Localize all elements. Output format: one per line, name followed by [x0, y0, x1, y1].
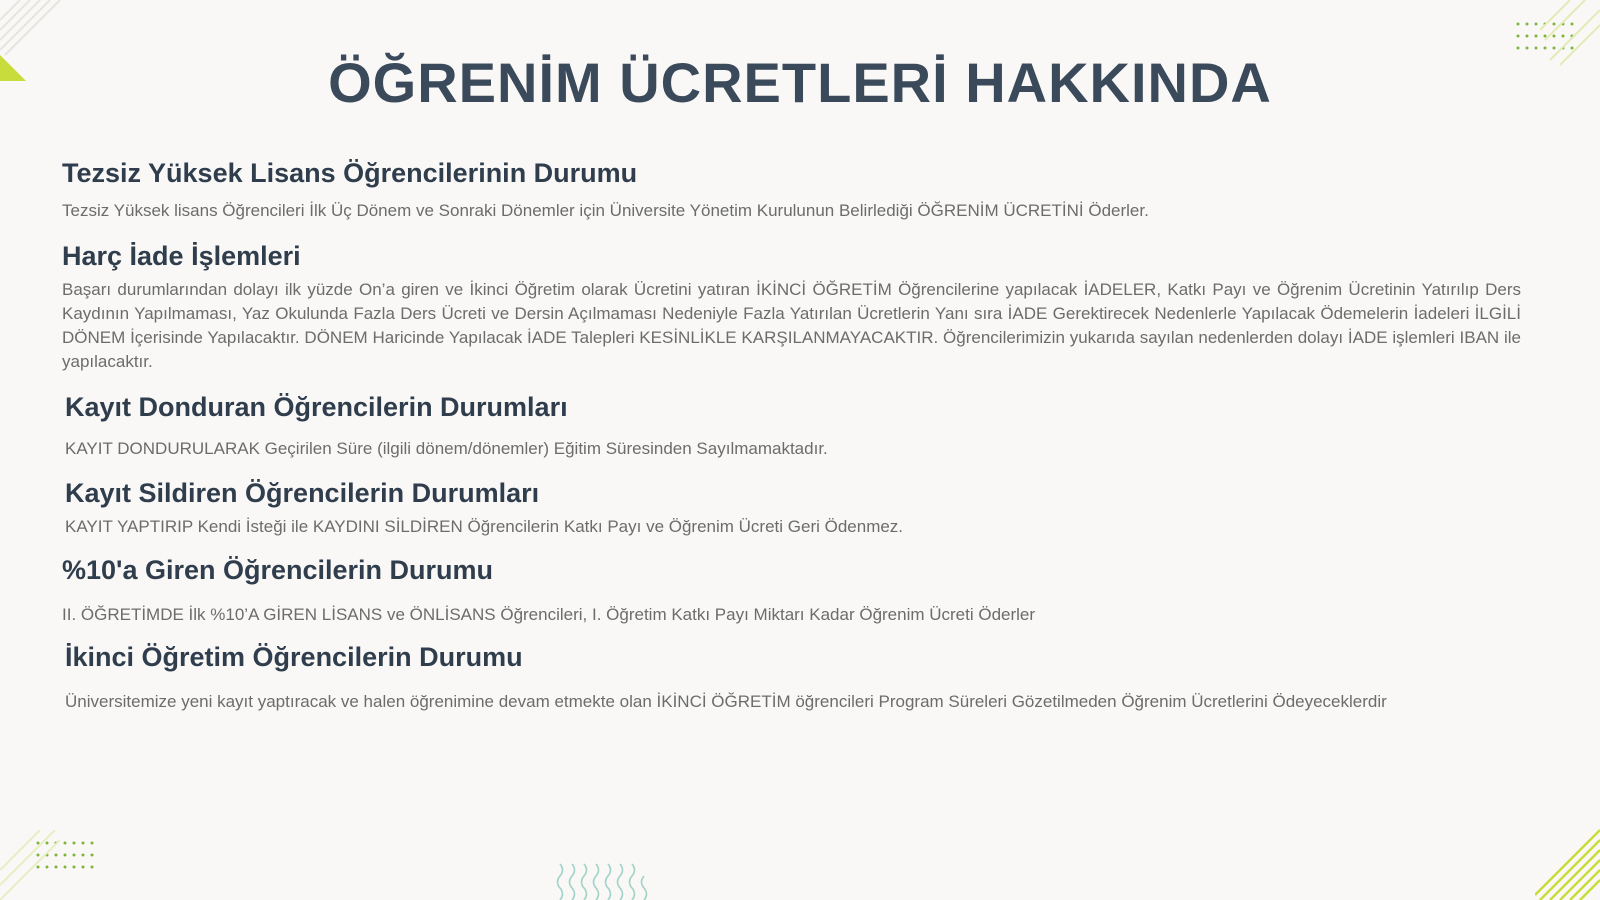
- section-body: II. ÖĞRETİMDE İlk %10’A GİREN LİSANS ve ÖNLİSANS Öğrencileri, I. Öğretim Katkı Payı Miktarı Kadar Öğrenim Ücreti Öderler: [62, 605, 1036, 624]
- stripe-pattern-bottom-left: [0, 830, 60, 900]
- section-harc-iade: [62, 239, 1521, 374]
- section-ikinci-ogretim: [65, 640, 1521, 714]
- wave-pattern-icon: [555, 855, 650, 900]
- stripe-pattern-bottom-right: [1535, 825, 1600, 900]
- section-heading: Kayıt Donduran Öğrencilerin Durumları: [65, 392, 568, 422]
- section-kayit-sildiren: [65, 476, 1521, 539]
- section-body: Tezsiz Yüksek lisans Öğrencileri İlk Üç Dönem ve Sonraki Dönemler için Üniversite Yönetim Kurulunun Belirlediği ÖĞRENİM ÜCRETİNİ Öderler.: [62, 201, 1149, 220]
- section-kayit-donduran: [65, 390, 1521, 461]
- section-heading: Tezsiz Yüksek Lisans Öğrencilerinin Durumu: [62, 158, 638, 188]
- page-title: ÖĞRENİM ÜCRETLERİ HAKKINDA: [328, 51, 1272, 114]
- section-body: KAYIT YAPTIRIP Kendi İsteği ile KAYDINI SİLDİREN Öğrencilerin Katkı Payı ve Öğrenim Ücreti Geri Ödenmez.: [65, 517, 904, 536]
- section-heading: %10'a Giren Öğrencilerin Durumu: [62, 555, 494, 585]
- section-body: Başarı durumlarından dolayı ilk yüzde On’a giren ve İkinci Öğretim olarak Ücretini yatıran İKİNCİ ÖĞRETİM Öğrencilerine yapılacak İADELER, Katkı Payı ve Öğrenim Ücretinin Yatırılıp Ders Kaydının Yapılmaması, Yaz Okulunda Fazla Ders Ücreti ve Dersin Açılmaması Nedeniyle Fazla Yatırılan Ücretlerin Yanı sıra İADE Gerektirecek Nedenlerle Yapılacak Ödemelerin İadeleri İLGİLİ DÖNEM İçerisinde Yapılacaktır. DÖNEM Haricinde Yapılacak İADE Talepleri KESİNLİKLE KARŞILANMAYACAKTIR. Öğrencilerimizin yukarıda sayılan nedenlerden dolayı İADE işlemleri IBAN ile yapılacaktır.: [62, 280, 1521, 371]
- section-heading: Kayıt Sildiren Öğrencilerin Durumları: [65, 478, 540, 508]
- section-body: KAYIT DONDURULARAK Geçirilen Süre (ilgili dönem/dönemler) Eğitim Süresinden Sayılmamaktadır.: [65, 439, 828, 458]
- section-yuzde-on: [62, 553, 1521, 627]
- section-heading: Harç İade İşlemleri: [62, 241, 301, 271]
- section-heading: İkinci Öğretim Öğrencilerin Durumu: [65, 642, 523, 672]
- section-body: Üniversitemize yeni kayıt yaptıracak ve halen öğrenimine devam etmekte olan İKİNCİ ÖĞRETİM öğrencileri Program Süreleri Gözetilmeden Öğrenim Ücretlerini Ödeyeceklerdir: [65, 692, 1387, 711]
- section-tezsiz-yuksek-lisans: [62, 156, 1522, 223]
